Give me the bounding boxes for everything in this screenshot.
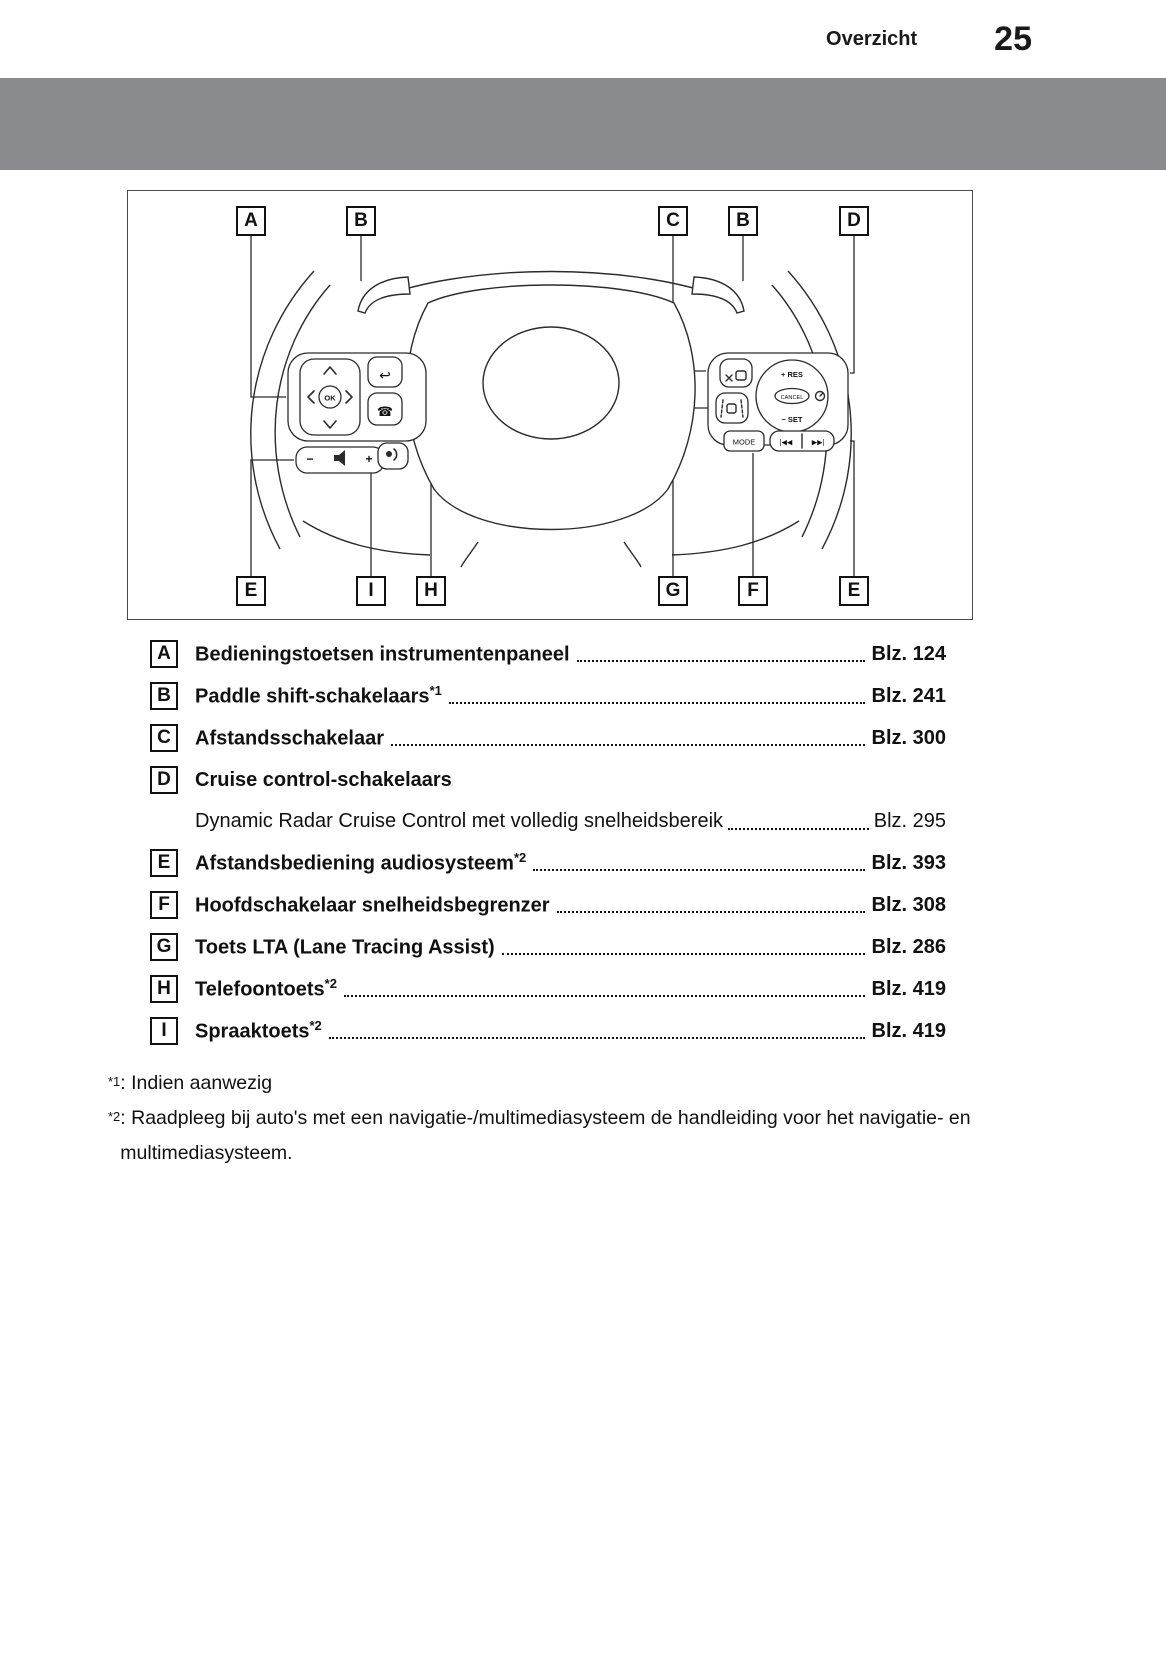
item-letter-badge: E [150,849,178,877]
legend-item-H [150,968,946,1010]
item-label-text: Bedieningstoetsen instrumentenpaneel [195,643,570,666]
section-banner [0,78,1166,170]
item-label-text: Cruise control-schakelaars [195,768,452,791]
dotted-leader [449,688,865,704]
dotted-leader [728,814,869,830]
paddle-shifter-right [692,277,744,313]
callout-B-left: B [346,206,376,236]
item-page-ref: Blz. 393 [871,851,946,874]
legend-subitem-D [150,801,946,842]
lta-button [716,393,748,423]
right-controls-cluster [708,353,848,451]
item-letter-badge: I [150,1017,178,1045]
item-letter-badge: A [150,640,178,668]
item-label-text: Hoofdschakelaar snelheidsbegrenzer [195,894,550,917]
page-number: 25 [994,19,1032,58]
item-letter-badge: F [150,891,178,919]
item-label [195,683,442,709]
back-arrow-icon: ↩ [379,367,391,383]
legend-item-F [150,884,946,926]
item-label-text: Toets LTA (Lane Tracing Assist) [195,936,495,959]
item-footnote-ref: *2 [324,976,337,992]
footnotes [0,1066,1166,1171]
page-header [0,0,1166,78]
callout-C: C [658,206,688,236]
item-page-ref: Blz. 124 [871,642,946,665]
subitem-label: Dynamic Radar Cruise Control met volledig snelheidsbereik [195,810,724,832]
volume-minus-label: − [306,452,314,466]
item-label-text: Paddle shift-schakelaars [195,685,430,708]
item-letter-badge: C [150,724,178,752]
next-track-label: ▶▶| [811,439,825,447]
voice-button [378,443,408,469]
rim-left-lower [303,521,430,555]
item-page-ref: Blz. 308 [871,893,946,916]
subitem-page-ref: Blz. 295 [873,810,946,832]
item-label-text: Spraaktoets [195,1020,310,1043]
section-title: Overzicht [826,27,918,50]
lower-spoke-right [624,542,641,567]
item-label [195,1018,322,1044]
item-footnote-ref: *2 [309,1018,322,1034]
item-page-ref: Blz. 300 [871,726,946,749]
item-letter-badge: D [150,766,178,794]
legend-item-D [150,759,946,801]
legend-item-I [150,1010,946,1052]
steering-wheel-figure [127,190,973,620]
dotted-leader [502,939,865,955]
dotted-leader [391,730,865,746]
legend-item-G [150,926,946,968]
volume-plus-label: + [365,452,373,466]
ok-label: OK [324,393,336,403]
callout-A: A [236,206,266,236]
item-page-ref: Blz. 419 [871,1019,946,1042]
footnote-text: : Raadpleeg bij auto's met een navigatie-/multimediasysteem de handleiding voor het navigatie- en multimediasysteem. [120,1107,971,1165]
paddle-shifter-left [358,277,410,313]
legend-item-E [150,842,946,884]
prev-track-label: |◀◀ [779,439,793,447]
legend-item-A [150,633,946,675]
dotted-leader [577,646,865,662]
dotted-leader [329,1023,865,1039]
item-label-text: Afstandsschakelaar [195,727,384,750]
set-label: − SET [781,415,803,424]
rim-right-lower [672,521,799,555]
dotted-leader [533,855,864,871]
callout-E-right: E [839,576,869,606]
callout-D: D [839,206,869,236]
dotted-leader [557,897,865,913]
footnote-1 [0,1066,1166,1101]
footnote-2 [0,1101,1166,1171]
legend-item-B [150,675,946,717]
legend-item-C [150,717,946,759]
callout-I: I [356,576,386,606]
callout-G: G [658,576,688,606]
item-page-ref: Blz. 419 [871,977,946,1000]
callout-E-left: E [236,576,266,606]
item-page-ref: Blz. 241 [871,684,946,707]
phone-icon: ☎ [376,404,394,419]
item-label-text: Telefoontoets [195,978,325,1001]
callout-B-right: B [728,206,758,236]
lower-spoke-left [461,542,478,567]
item-label [195,641,570,667]
item-label [195,934,495,960]
item-page-ref: Blz. 286 [871,935,946,958]
cancel-label: CANCEL [780,395,804,401]
steering-wheel-diagram [128,191,974,621]
callout-F: F [738,576,768,606]
item-footnote-ref: *2 [513,850,527,866]
airbag-cover [483,327,619,439]
item-label [195,850,526,876]
voice-dot-icon [386,451,392,457]
item-label [195,976,337,1002]
res-label: + RES [781,370,803,379]
footnote-marker: *1 [108,1074,121,1089]
item-label-text: Afstandsbediening audiosysteem [195,852,514,875]
item-label [195,892,550,918]
item-label [195,725,384,751]
footnote-marker: *2 [108,1109,121,1125]
item-letter-badge: B [150,682,178,710]
item-footnote-ref: *1 [429,683,442,699]
legend-list [150,633,946,1052]
dotted-leader [344,981,865,997]
mode-label: MODE [732,437,756,447]
item-letter-badge: H [150,975,178,1003]
item-letter-badge: G [150,933,178,961]
footnote-text: : Indien aanwezig [120,1072,273,1094]
callout-H: H [416,576,446,606]
item-label [195,769,452,792]
